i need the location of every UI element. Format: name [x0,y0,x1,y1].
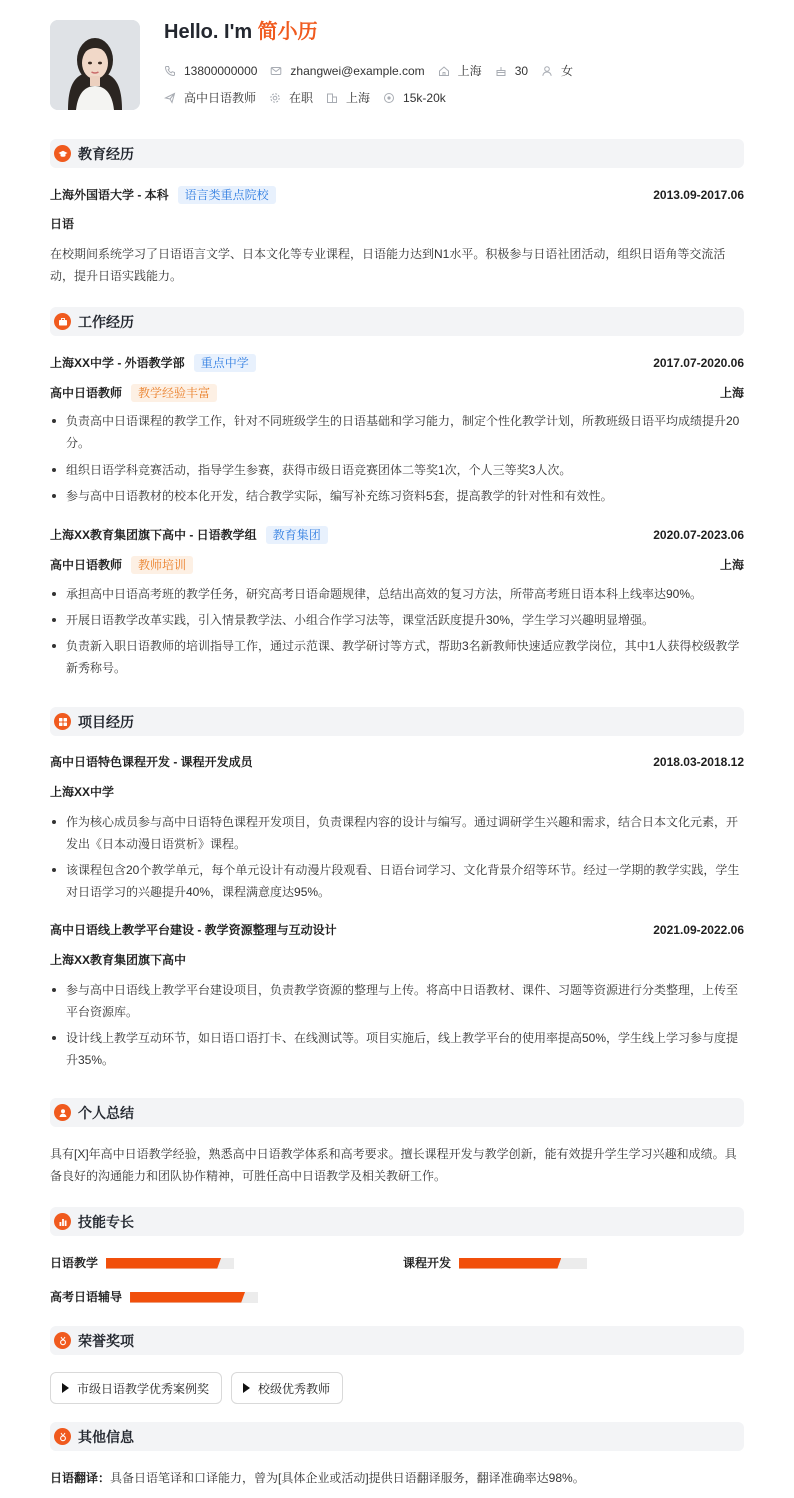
cake-icon [495,65,507,77]
award-item [231,1372,343,1404]
skill-bar [106,1258,234,1269]
work-date: 2017.07-2020.06 [653,356,744,370]
section-education [50,139,744,168]
summary-text: 具有[X]年高中日语教学经验，熟悉高中日语教学体系和高考要求。擅长课程开发与教学创新，能有效提升学生学习兴趣和成绩。具备良好的沟通能力和团队协作精神，可胜任高中日语教学及相关教研工作。 [50,1147,737,1183]
project-2-org-row [50,952,744,968]
skill-bar [459,1258,587,1269]
email-text: zhangwei@example.com [290,64,425,78]
building-icon [326,92,338,104]
work-city-item [326,90,370,106]
mail-icon [270,65,282,77]
city-text: 上海 [457,64,482,78]
skill-item [50,1255,234,1271]
award-text: 校级优秀教师 [258,1381,331,1396]
play-icon [243,1383,250,1393]
medal-icon [54,1332,71,1349]
work-bullet: 开展日语教学改革实践，引入情景教学法、小组合作学习法等，课堂活跃度提升30%，学生学习兴趣明显增强。 [50,609,744,631]
company-name: 上海XX教育集团旗下高中 - 日语教学组 [50,528,257,542]
role-tag: 教学经验丰富 [131,384,217,402]
section-title: 其他信息 [78,1428,134,1445]
work-date: 2020.07-2023.06 [653,528,744,542]
phone-item [164,63,257,79]
project-2-header [50,922,744,938]
section-work [50,307,744,336]
section-projects [50,707,744,736]
education-header [50,186,744,204]
section-title: 教育经历 [78,145,134,162]
project-bullet: 该课程包含20个教学单元，每个单元设计有动漫片段观看、日语台词学习、文化背景介绍等环节。经过一学期的教学实践，学生对日语学习的兴趣提升40%，课程满意度达95%。 [50,859,744,903]
other-text: 具备日语笔译和口译能力，曾为[具体企业或活动]提供日语翻译服务，翻译准确率达98%。 [110,1471,585,1485]
phone-text: 13800000000 [184,64,258,78]
work-bullet: 负责高中日语课程的教学工作，针对不同班级学生的日语基础和学习能力，制定个性化教学计划，所教班级日语平均成绩提升20分。 [50,410,744,454]
project-bullet: 作为核心成员参与高中日语特色课程开发项目，负责课程内容的设计与编写。通过调研学生兴趣和需求，结合日本文化元素，开发出《日本动漫日语赏析》课程。 [50,811,744,855]
position-text: 高中日语教师 [184,91,257,105]
company-tag: 重点中学 [194,354,256,372]
work-item-2-role [50,556,744,574]
status-text: 在职 [289,91,314,105]
bar-chart-icon [54,1213,71,1230]
salary-text: 15k-20k [403,91,446,105]
project-date: 2018.03-2018.12 [653,755,744,769]
project-1-header [50,754,744,770]
work-location: 上海 [719,386,744,400]
play-icon [62,1383,69,1393]
salary-item [383,90,446,106]
age-text: 30 [514,64,529,78]
work-bullet: 承担高中日语高考班的教学任务，研究高考日语命题规律，总结出高效的复习方法，所带高考班日语本科上线率达90%。 [50,583,744,605]
project-bullet: 参与高中日语线上教学平台建设项目，负责教学资源的整理与上传。将高中日语教材、课件、习题等资源进行分类整理，上传至平台资源库。 [50,979,744,1023]
phone-icon [164,65,176,77]
award-text: 市级日语教学优秀案例奖 [77,1381,210,1396]
gender-item [541,63,573,79]
person-icon [54,1104,71,1121]
skill-name: 高考日语辅导 [50,1290,123,1304]
project-title: 高中日语特色课程开发 - 课程开发成员 [50,755,253,769]
skill-bar [130,1292,258,1303]
grid-icon [54,713,71,730]
medal-icon [54,1428,71,1445]
work-bullet: 参与高中日语教材的校本化开发，结合教学实际，编写补充练习资料5套，提高教学的针对性和有效性。 [50,485,744,507]
work-city-text: 上海 [346,91,371,105]
section-title: 技能专长 [78,1213,134,1230]
user-icon [541,65,553,77]
greeting-text: Hello. I'm [164,21,258,43]
company-name: 上海XX中学 - 外语教学部 [50,356,185,370]
project-date: 2021.09-2022.06 [653,923,744,937]
skill-bar-fill [130,1292,245,1303]
other-label: 日语翻译： [50,1471,111,1485]
job-intent-row [164,90,459,106]
award-item [50,1372,222,1404]
work-item-1-header [50,354,744,372]
skill-name: 课程开发 [403,1256,452,1270]
position-item [164,90,256,106]
greeting-title [164,20,318,44]
section-title: 工作经历 [78,313,134,330]
graduation-cap-icon [54,145,71,162]
work-location: 上海 [719,558,744,572]
work-item-1-role [50,384,744,402]
skill-name: 日语教学 [50,1256,99,1270]
project-title: 高中日语线上教学平台建设 - 教学资源整理与互动设计 [50,923,337,937]
resume-header [50,0,744,128]
company-tag: 教育集团 [266,526,328,544]
major: 日语 [50,217,75,231]
education-date: 2013.09-2017.06 [653,188,744,202]
section-awards [50,1326,744,1355]
status-item [269,90,313,106]
section-skills [50,1207,744,1236]
project-bullet: 设计线上教学互动环节，如日语口语打卡、在线测试等。项目实施后，线上教学平台的使用率提高50%，学生线上学习参与度提升35%。 [50,1027,744,1071]
education-major-row [50,216,744,232]
skill-item [403,1255,587,1271]
project-org: 上海XX教育集团旗下高中 [50,953,187,967]
section-title: 项目经历 [78,713,134,730]
school-name: 上海外国语大学 - 本科 [50,188,169,202]
skill-item [50,1289,258,1305]
role-name: 高中日语教师 [50,386,123,400]
role-name: 高中日语教师 [50,558,123,572]
home-icon [438,65,450,77]
work-bullet: 组织日语学科竞赛活动，指导学生参赛，获得市级日语竞赛团体二等奖1次，个人三等奖3人次。 [50,459,744,481]
section-other [50,1422,744,1451]
section-summary [50,1098,744,1127]
city-item [438,63,482,79]
avatar [50,20,140,110]
section-title: 个人总结 [78,1104,134,1121]
email-item [270,63,424,79]
skill-bar-fill [106,1258,221,1269]
gender-text: 女 [561,64,574,78]
school-tag: 语言类重点院校 [178,186,276,204]
work-item-2-header [50,526,744,544]
send-icon [164,92,176,104]
skill-bar-fill [459,1258,561,1269]
briefcase-icon [54,313,71,330]
coin-icon [383,92,395,104]
age-item [495,63,528,79]
work-bullet: 负责新入职日语教师的培训指导工作，通过示范课、教学研讨等方式，帮助3名新教师快速适应教学岗位，其中1人获得校级教学新秀称号。 [50,635,744,679]
other-info [50,1469,585,1487]
education-description: 在校期间系统学习了日语语言文学、日本文化等专业课程，日语能力达到N1水平。积极参与日语社团活动，组织日语角等交流活动，提升日语实践能力。 [50,247,726,283]
project-org: 上海XX中学 [50,785,115,799]
project-1-org-row [50,784,744,800]
contact-row [164,63,586,79]
section-title: 荣誉奖项 [78,1332,134,1349]
candidate-name: 简小历 [257,21,318,43]
gear-icon [269,92,281,104]
role-tag: 教师培训 [131,556,193,574]
